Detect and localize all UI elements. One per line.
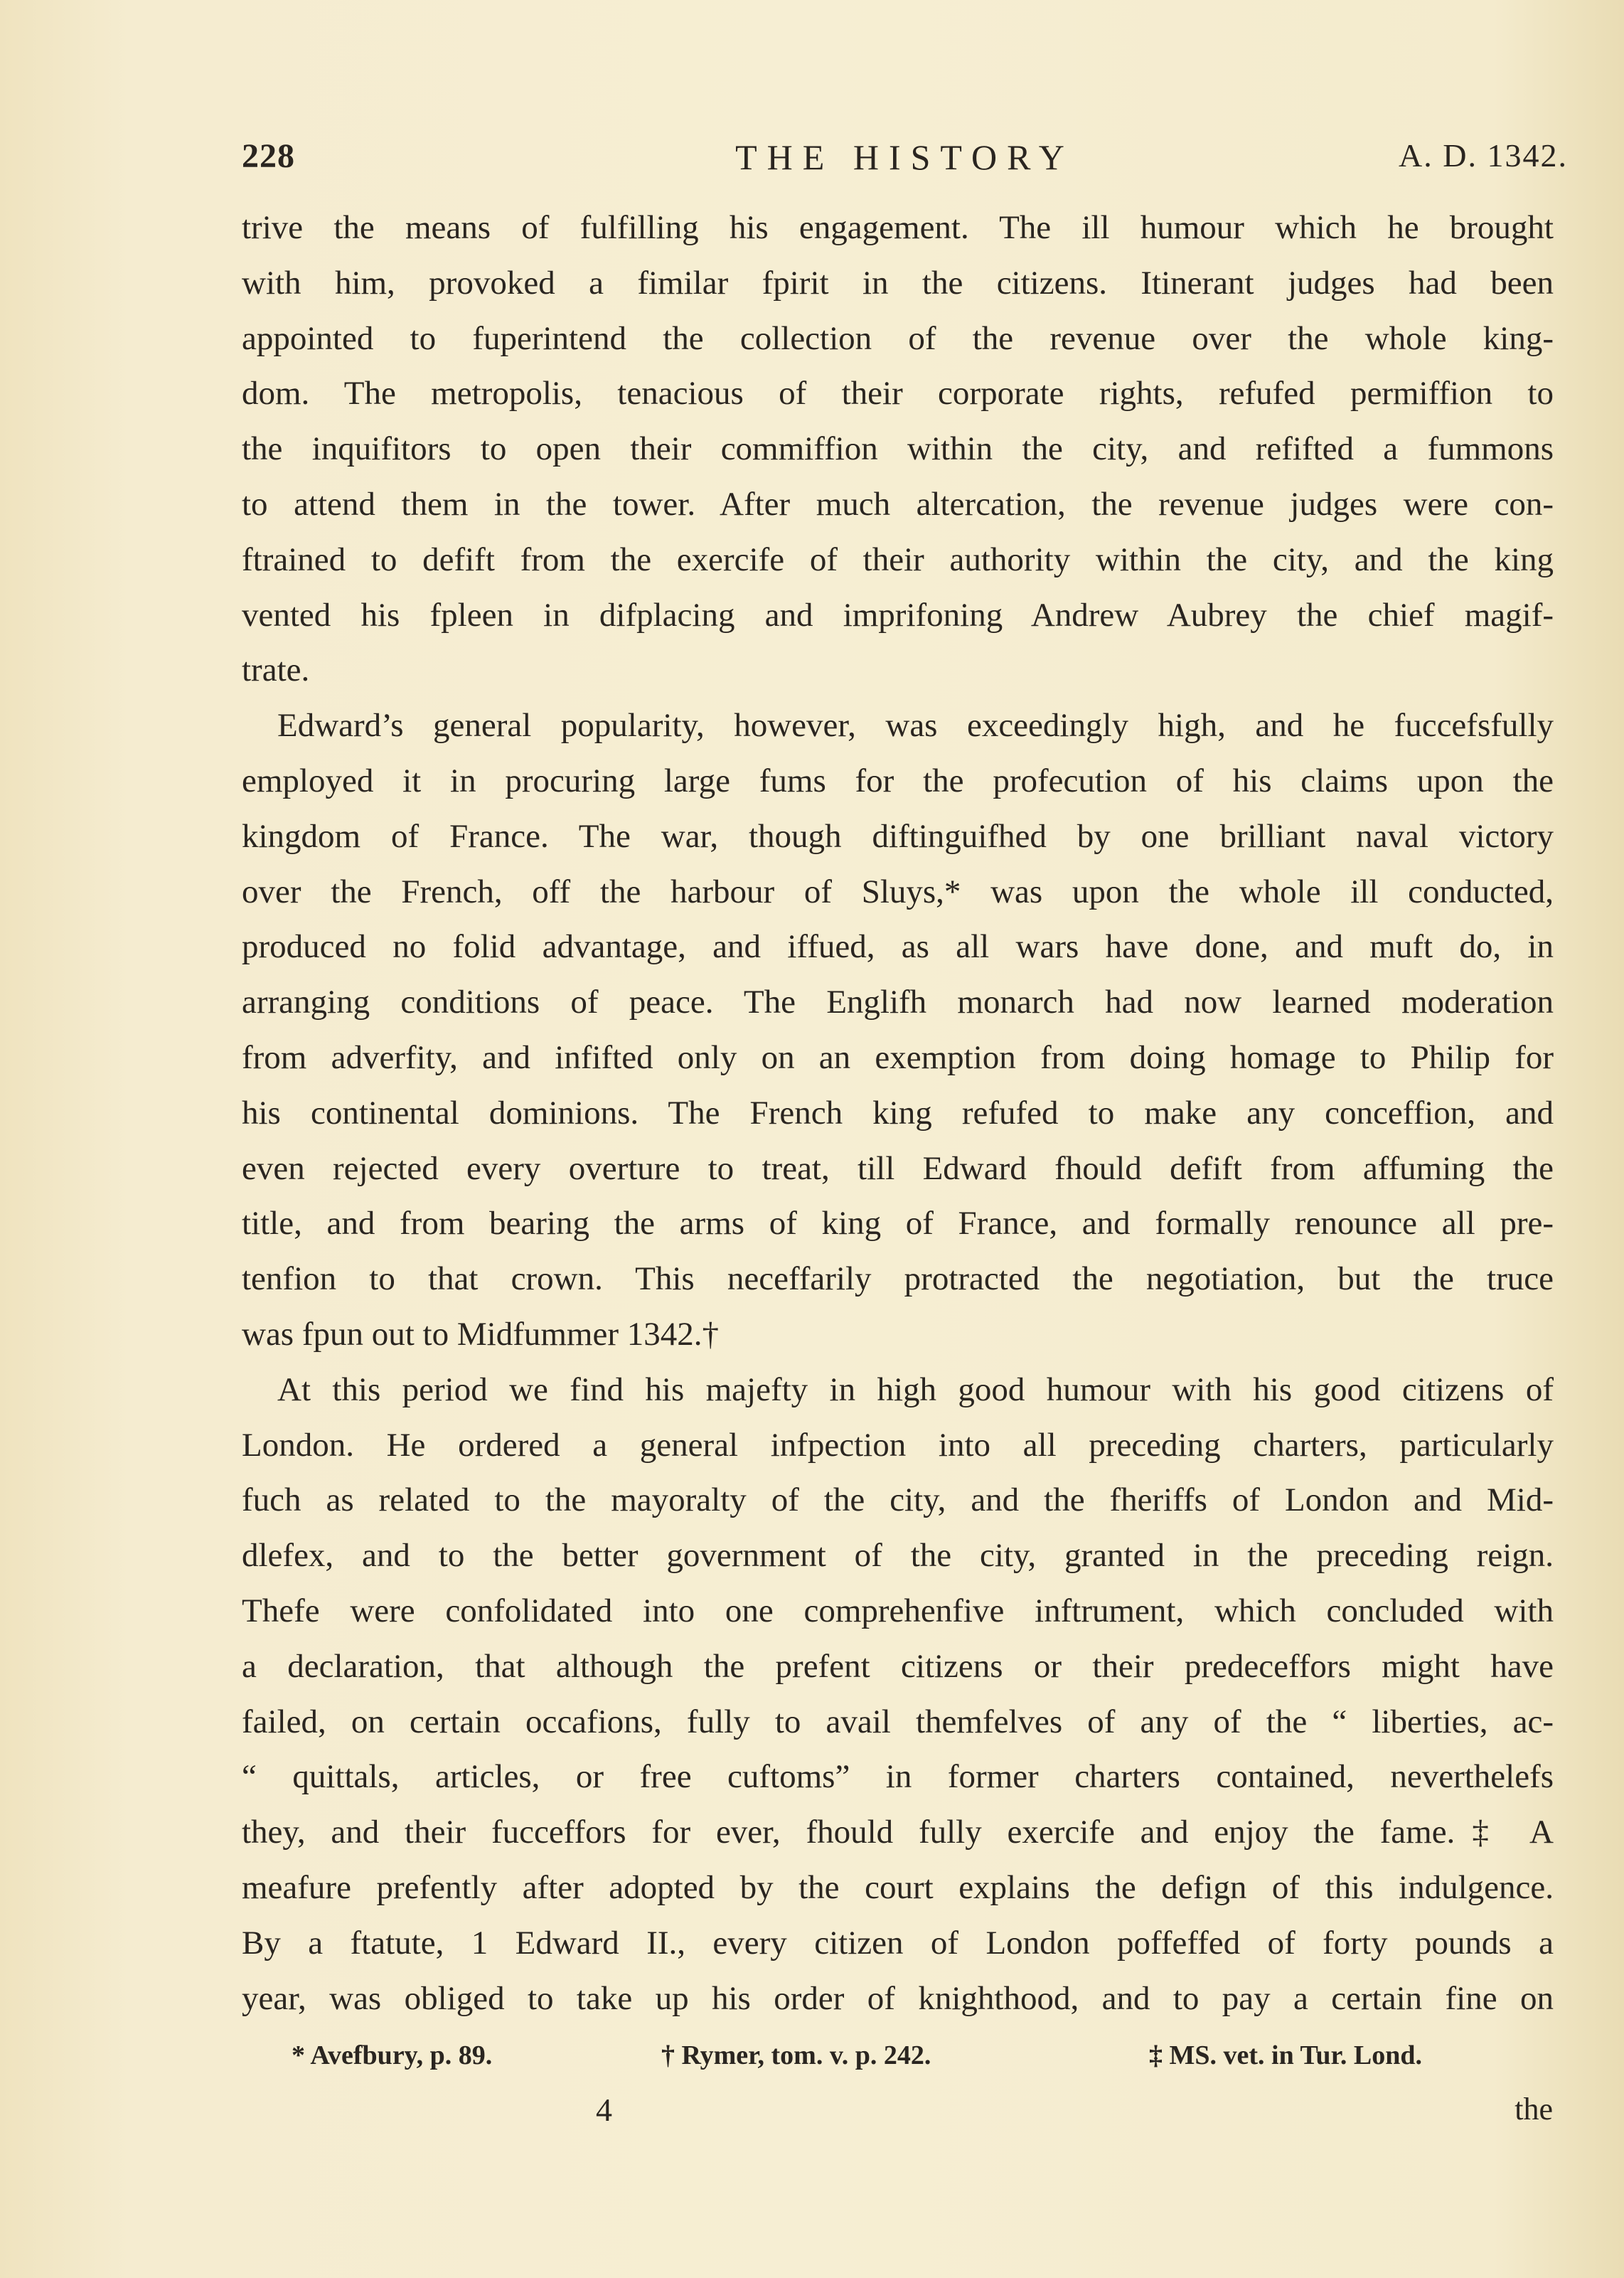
text-line: dom. The metropolis, tenacious of their corporate rights, refufed permiffion to <box>242 375 1554 413</box>
text-line: Edward’s general popularity, however, was exceedingly high, and he fuccefsfully <box>277 707 1554 745</box>
page-number: 228 <box>242 137 295 175</box>
text-line: Thefe were confolidated into one comprehenfive inftrument, which concluded with <box>242 1592 1554 1629</box>
text-line: to attend them in the tower. After much altercation, the revenue judges were con- <box>242 485 1554 523</box>
text-line: “ quittals, articles, or free cuftoms” in former charters contained, neverthelefs <box>242 1758 1554 1796</box>
text-line: title, and from bearing the arms of king of France, and formally renounce all pre- <box>242 1205 1554 1242</box>
text-line: employed it in procuring large fums for the profecution of his claims upon the <box>242 762 1554 799</box>
text-line: London. He ordered a general infpection into all preceding charters, particularly <box>242 1426 1554 1464</box>
text-line: arranging conditions of peace. The Englifh monarch had now learned moderation <box>242 984 1554 1021</box>
text-line: the inquifitors to open their commiffion within the city, and refifted a fummons <box>242 430 1554 468</box>
text-line: year, was obliged to take up his order of knighthood, and to pay a certain fine on <box>242 1979 1554 2017</box>
body-text <box>242 201 1554 2026</box>
text-line: tenfion to that crown. This neceffarily protracted the negotiation, but the truce <box>242 1260 1554 1298</box>
text-line: At this period we find his majefty in high good humour with his good citizens of <box>277 1370 1554 1408</box>
text-line: appointed to fuperintend the collection of the revenue over the whole king- <box>242 319 1554 357</box>
text-line: was fpun out to Midfummer 1342.† <box>242 1315 719 1353</box>
footnote-ms: ‡ MS. vet. in Tur. Lond. <box>1149 2040 1423 2070</box>
text-line: over the French, off the harbour of Sluys,* was upon the whole ill conducted, <box>242 873 1554 910</box>
text-line: vented his fpleen in difplacing and imprifoning Andrew Aubrey the chief magif- <box>242 596 1554 634</box>
catchword: the <box>1515 2092 1553 2127</box>
text-line: with him, provoked a fimilar fpirit in the citizens. Itinerant judges had been <box>242 264 1554 302</box>
text-line: trive the means of fulfilling his engagement. The ill humour which he brought <box>242 209 1554 246</box>
footnote-rymer: † Rymer, tom. v. p. 242. <box>661 2040 931 2070</box>
header-date: A. D. 1342. <box>1399 137 1568 174</box>
signature-mark: 4 <box>596 2092 612 2128</box>
text-line: dlefex, and to the better government of the city, granted in the preceding reign. <box>242 1537 1554 1575</box>
text-line: even rejected every overture to treat, till Edward fhould defift from affuming the <box>242 1149 1554 1187</box>
text-line: failed, on certain occafions, fully to avail themfelves of any of the “ liberties, ac- <box>242 1703 1554 1740</box>
text-line: his continental dominions. The French king refufed to make any conceffion, and <box>242 1094 1554 1132</box>
footnote-avesbury: * Avefbury, p. 89. <box>292 2040 493 2070</box>
running-title: THE HISTORY <box>735 137 1074 177</box>
text-line: By a ftatute, 1 Edward II., every citizen of London poffeffed of forty pounds a <box>242 1924 1554 1962</box>
text-line: they, and their fucceffors for ever, fhould fully exercife and enjoy the fame.‡ A <box>242 1814 1554 1851</box>
text-line: a declaration, that although the prefent citizens or their predeceffors might have <box>242 1647 1554 1685</box>
text-line: fuch as related to the mayoralty of the city, and the fheriffs of London and Mid- <box>242 1481 1554 1519</box>
text-line: meafure prefently after adopted by the court explains the defign of this indulgence. <box>242 1868 1554 1906</box>
text-line: from adverfity, and infifted only on an exemption from doing homage to Philip for <box>242 1038 1554 1076</box>
text-line: ftrained to defift from the exercife of their authority within the city, and the king <box>242 541 1554 578</box>
text-line: trate. <box>242 651 310 689</box>
text-line: produced no folid advantage, and iffued, as all wars have done, and muft do, in <box>242 928 1554 966</box>
text-line: kingdom of France. The war, though diftinguifhed by one brilliant naval victory <box>242 817 1554 855</box>
running-header <box>242 128 1568 185</box>
